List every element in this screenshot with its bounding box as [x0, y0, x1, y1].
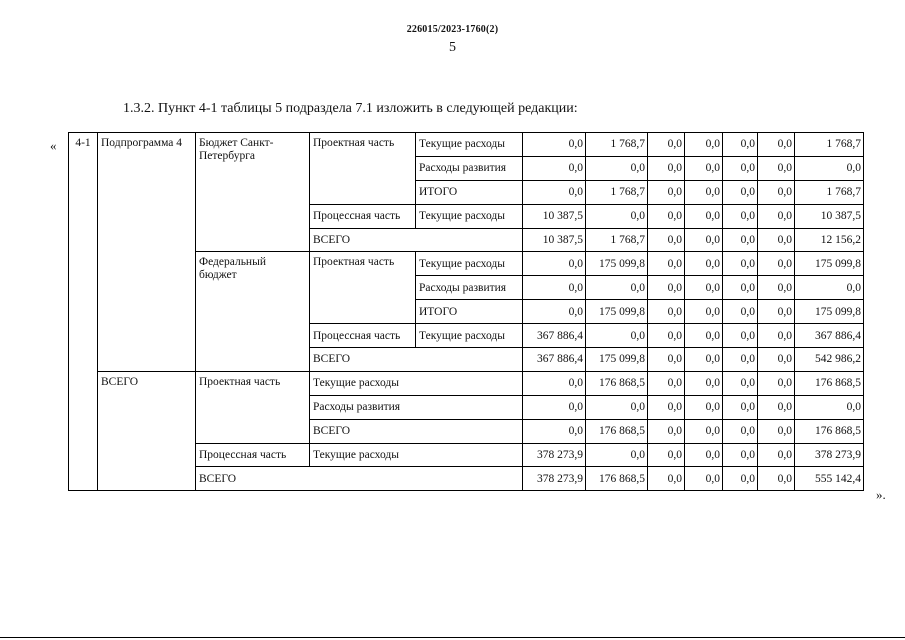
value-cell: 0,0 — [758, 467, 795, 491]
value-cell: 0,0 — [723, 228, 758, 252]
value-cell: 0,0 — [685, 443, 723, 467]
value-cell: 0,0 — [758, 180, 795, 204]
value-cell: 0,0 — [648, 276, 685, 300]
value-total-cell: 175 099,8 — [795, 300, 864, 324]
value-cell: 0,0 — [648, 228, 685, 252]
source-spb-budget: Бюджет Санкт-Петербурга — [196, 133, 310, 252]
value-cell: 0,0 — [648, 348, 685, 372]
value-cell: 0,0 — [723, 133, 758, 157]
value-cell: 0,0 — [723, 276, 758, 300]
expense-kind: Текущие расходы — [416, 252, 523, 276]
value-cell: 0,0 — [648, 395, 685, 419]
expense-kind: Расходы развития — [310, 395, 523, 419]
value-cell: 0,0 — [758, 276, 795, 300]
expense-kind: ИТОГО — [416, 300, 523, 324]
value-cell: 367 886,4 — [523, 348, 586, 372]
value-total-cell: 555 142,4 — [795, 467, 864, 491]
value-cell: 0,0 — [523, 156, 586, 180]
value-cell: 176 868,5 — [586, 467, 648, 491]
value-cell: 0,0 — [648, 324, 685, 348]
value-cell: 0,0 — [723, 443, 758, 467]
budget-table — [68, 132, 864, 491]
value-cell: 0,0 — [648, 252, 685, 276]
value-cell: 0,0 — [523, 133, 586, 157]
expense-kind: Текущие расходы — [416, 324, 523, 348]
value-cell: 0,0 — [523, 276, 586, 300]
value-cell: 0,0 — [523, 419, 586, 443]
value-cell: 0,0 — [758, 443, 795, 467]
value-cell: 0,0 — [723, 324, 758, 348]
value-cell: 0,0 — [523, 252, 586, 276]
expense-kind: ИТОГО — [416, 180, 523, 204]
value-cell: 0,0 — [685, 228, 723, 252]
value-total-cell: 542 986,2 — [795, 348, 864, 372]
value-cell: 0,0 — [723, 419, 758, 443]
value-cell: 0,0 — [648, 156, 685, 180]
value-total-cell: 0,0 — [795, 276, 864, 300]
value-cell: 0,0 — [586, 443, 648, 467]
table-body — [69, 133, 864, 491]
part-process: Процессная часть — [196, 443, 310, 467]
value-cell: 0,0 — [758, 395, 795, 419]
value-cell: 0,0 — [648, 419, 685, 443]
expense-kind: ВСЕГО — [310, 419, 523, 443]
value-cell: 0,0 — [685, 156, 723, 180]
value-cell: 0,0 — [523, 180, 586, 204]
value-cell: 0,0 — [723, 467, 758, 491]
value-cell: 367 886,4 — [523, 324, 586, 348]
value-cell: 0,0 — [685, 133, 723, 157]
amendment-intro-text: 1.3.2. Пункт 4-1 таблицы 5 подраздела 7.1 изложить в следующей редакции: — [123, 101, 578, 116]
table-row — [69, 133, 864, 157]
value-cell: 0,0 — [685, 371, 723, 395]
value-cell: 0,0 — [723, 348, 758, 372]
value-cell: 0,0 — [723, 180, 758, 204]
value-cell: 0,0 — [586, 276, 648, 300]
value-cell: 0,0 — [723, 156, 758, 180]
part-project: Проектная часть — [310, 252, 416, 324]
value-cell: 0,0 — [648, 443, 685, 467]
value-cell: 0,0 — [723, 252, 758, 276]
expense-kind: Текущие расходы — [416, 204, 523, 228]
value-cell: 0,0 — [685, 395, 723, 419]
value-cell: 10 387,5 — [523, 228, 586, 252]
value-cell: 0,0 — [758, 348, 795, 372]
value-cell: 0,0 — [758, 133, 795, 157]
item-code: 4-1 — [69, 133, 98, 491]
value-cell: 0,0 — [685, 180, 723, 204]
value-cell: 0,0 — [523, 300, 586, 324]
value-cell: 0,0 — [723, 395, 758, 419]
value-cell: 0,0 — [523, 371, 586, 395]
document-registration-number: 226015/2023-1760(2) — [406, 24, 499, 35]
expense-kind: Текущие расходы — [416, 133, 523, 157]
value-cell: 0,0 — [758, 156, 795, 180]
value-cell: 0,0 — [586, 204, 648, 228]
value-cell: 0,0 — [685, 300, 723, 324]
subtotal-label: ВСЕГО — [310, 228, 523, 252]
value-cell: 0,0 — [758, 371, 795, 395]
value-cell: 0,0 — [758, 204, 795, 228]
value-total-cell: 367 886,4 — [795, 324, 864, 348]
value-cell: 0,0 — [523, 395, 586, 419]
value-cell: 0,0 — [586, 395, 648, 419]
value-total-cell: 1 768,7 — [795, 180, 864, 204]
expense-kind: Расходы развития — [416, 156, 523, 180]
value-cell: 378 273,9 — [523, 443, 586, 467]
value-cell: 175 099,8 — [586, 300, 648, 324]
value-cell: 0,0 — [685, 467, 723, 491]
value-cell: 175 099,8 — [586, 252, 648, 276]
part-project: Проектная часть — [196, 371, 310, 443]
value-cell: 0,0 — [648, 180, 685, 204]
value-cell: 10 387,5 — [523, 204, 586, 228]
value-cell: 176 868,5 — [586, 371, 648, 395]
value-cell: 0,0 — [685, 204, 723, 228]
value-total-cell: 1 768,7 — [795, 133, 864, 157]
value-cell: 378 273,9 — [523, 467, 586, 491]
value-cell: 0,0 — [723, 300, 758, 324]
part-process: Процессная часть — [310, 204, 416, 228]
value-cell: 1 768,7 — [586, 180, 648, 204]
value-cell: 0,0 — [648, 204, 685, 228]
grand-total-row-label: ВСЕГО — [196, 467, 523, 491]
value-cell: 0,0 — [685, 276, 723, 300]
page-number: 5 — [449, 40, 456, 55]
grand-total-label: ВСЕГО — [98, 371, 196, 490]
value-cell: 175 099,8 — [586, 348, 648, 372]
page-edge-line — [0, 637, 905, 638]
value-cell: 0,0 — [723, 371, 758, 395]
value-cell: 0,0 — [648, 300, 685, 324]
value-total-cell: 176 868,5 — [795, 371, 864, 395]
value-total-cell: 378 273,9 — [795, 443, 864, 467]
part-process: Процессная часть — [310, 324, 416, 348]
expense-kind: Текущие расходы — [310, 371, 523, 395]
value-cell: 0,0 — [723, 204, 758, 228]
value-cell: 1 768,7 — [586, 133, 648, 157]
part-project: Проектная часть — [310, 133, 416, 205]
value-cell: 0,0 — [758, 419, 795, 443]
value-total-cell: 175 099,8 — [795, 252, 864, 276]
value-cell: 0,0 — [758, 228, 795, 252]
subprogram-name: Подпрограмма 4 — [98, 133, 196, 372]
value-cell: 176 868,5 — [586, 419, 648, 443]
value-cell: 0,0 — [685, 324, 723, 348]
value-cell: 0,0 — [648, 467, 685, 491]
value-cell: 0,0 — [685, 252, 723, 276]
value-total-cell: 0,0 — [795, 395, 864, 419]
value-total-cell: 0,0 — [795, 156, 864, 180]
value-cell: 0,0 — [685, 348, 723, 372]
value-total-cell: 10 387,5 — [795, 204, 864, 228]
value-cell: 0,0 — [758, 300, 795, 324]
table-row — [69, 371, 864, 395]
expense-kind: Расходы развития — [416, 276, 523, 300]
value-total-cell: 12 156,2 — [795, 228, 864, 252]
value-total-cell: 176 868,5 — [795, 419, 864, 443]
source-federal-budget: Федеральный бюджет — [196, 252, 310, 371]
opening-quote: « — [50, 138, 57, 153]
value-cell: 0,0 — [685, 419, 723, 443]
expense-kind: Текущие расходы — [310, 443, 523, 467]
value-cell: 0,0 — [586, 156, 648, 180]
value-cell: 0,0 — [758, 252, 795, 276]
closing-quote: ». — [876, 487, 886, 502]
value-cell: 1 768,7 — [586, 228, 648, 252]
subtotal-label: ВСЕГО — [310, 348, 523, 372]
value-cell: 0,0 — [648, 371, 685, 395]
value-cell: 0,0 — [586, 324, 648, 348]
value-cell: 0,0 — [648, 133, 685, 157]
value-cell: 0,0 — [758, 324, 795, 348]
